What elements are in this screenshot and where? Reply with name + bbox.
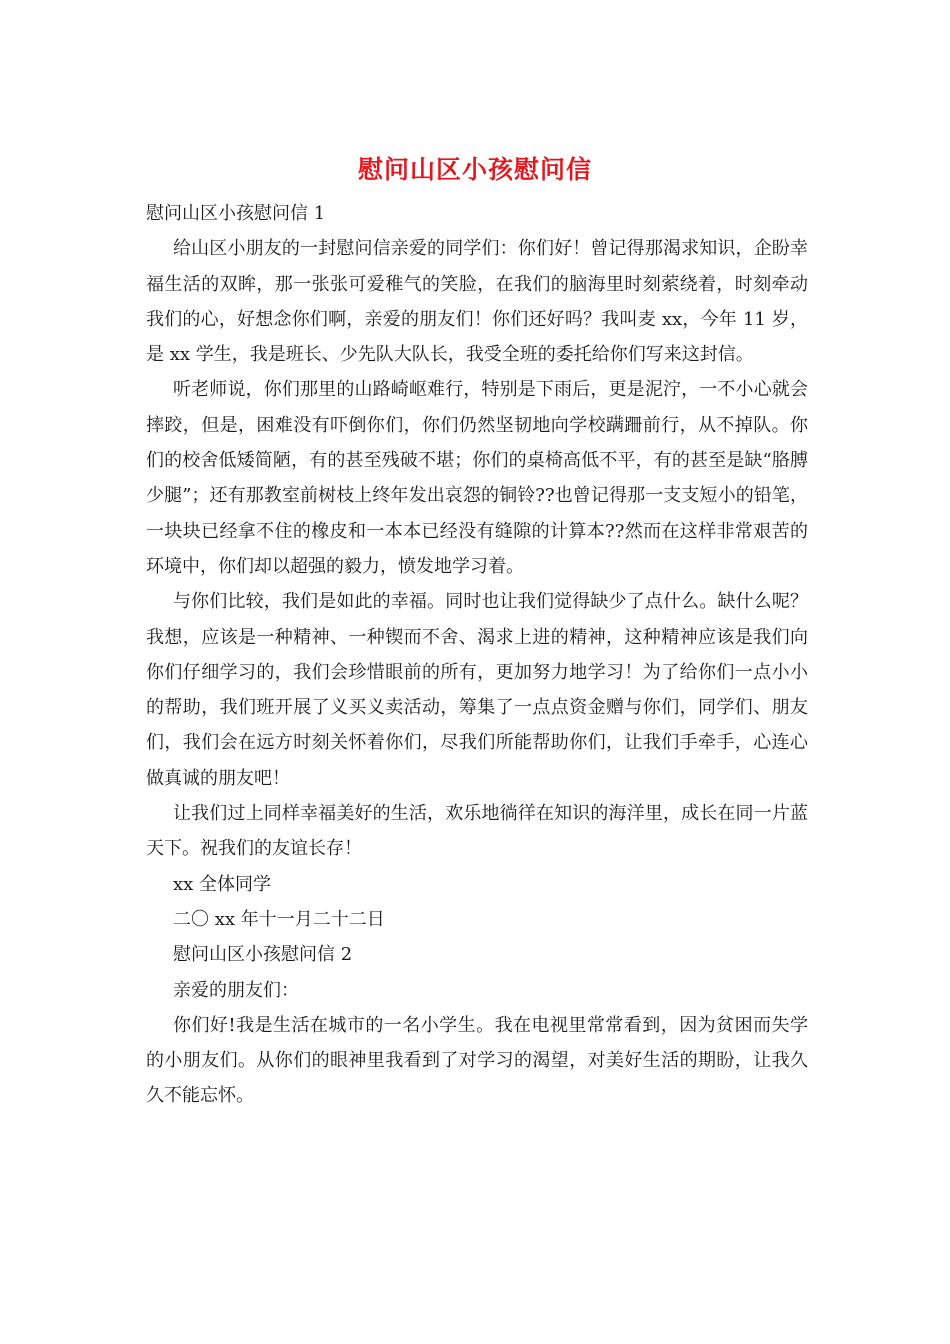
section-heading-2: 慰问山区小孩慰问信 2 — [173, 944, 353, 966]
paragraph: 你们好!我是生活在城市的一名小学生。我在电视里常常看到，因为贫困而失学的小朋友们。从你们的眼神里我看到了对学习的渴望，对美好生活的期盼，让我久久不能忘怀。 — [146, 1014, 808, 1107]
greeting: 亲爱的朋友们： — [173, 979, 299, 1001]
paragraph: 让我们过上同样幸福美好的生活，欢乐地徜徉在知识的海洋里，成长在同一片蓝天下。祝我们的友谊长存！ — [146, 803, 808, 860]
signature: xx 全体同学 — [173, 873, 272, 895]
document-body — [146, 196, 808, 1114]
paragraph: 给山区小朋友的一封慰问信亲爱的同学们：你们好！曾记得那渴求知识，企盼幸福生活的双眸，那一张张可爱稚气的笑脸，在我们的脑海里时刻萦绕着，时刻牵动我们的心，好想念你们啊，亲爱的朋友们！你们还好吗？我叫麦 xx，今年 11 岁，是 xx 学生，我是班长、少先队大队长，我受全班的委托给你们写来这封信。 — [146, 238, 808, 366]
section-heading-1: 慰问山区小孩慰问信 1 — [146, 203, 326, 224]
document-title: 慰问山区小孩慰问信 — [357, 155, 592, 184]
paragraph: 与你们比较，我们是如此的幸福。同时也让我们觉得缺少了点什么。缺什么呢？我想，应该是一种精神、一种锲而不舍、渴求上进的精神，这种精神应该是我们向你们仔细学习的，我们会珍惜眼前的所有，更加努力地学习！为了给你们一点小小的帮助，我们班开展了义买义卖活动，筹集了一点点资金赠与你们，同学们、朋友们，我们会在远方时刻关怀着你们，尽我们所能帮助你们，让我们手牵手，心连心做真诚的朋友吧！ — [146, 591, 808, 789]
paragraph: 听老师说，你们那里的山路崎岖难行，特别是下雨后，更是泥泞，一不小心就会摔跤，但是，困难没有吓倒你们，你们仍然坚韧地向学校蹒跚前行，从不掉队。你们的校舍低矮简陋，有的甚至残破不堪；你们的桌椅高低不平，有的甚至是缺“胳膊少腿”；还有那教室前树枝上终年发出哀怨的铜铃??也曾记得那一支支短小的铅笔，一块块已经拿不住的橡皮和一本本已经没有缝隙的计算本??然而在这样非常艰苦的环境中，你们却以超强的毅力，愤发地学习着。 — [146, 379, 808, 577]
letter-date: 二〇 xx 年十一月二十二日 — [173, 908, 385, 930]
